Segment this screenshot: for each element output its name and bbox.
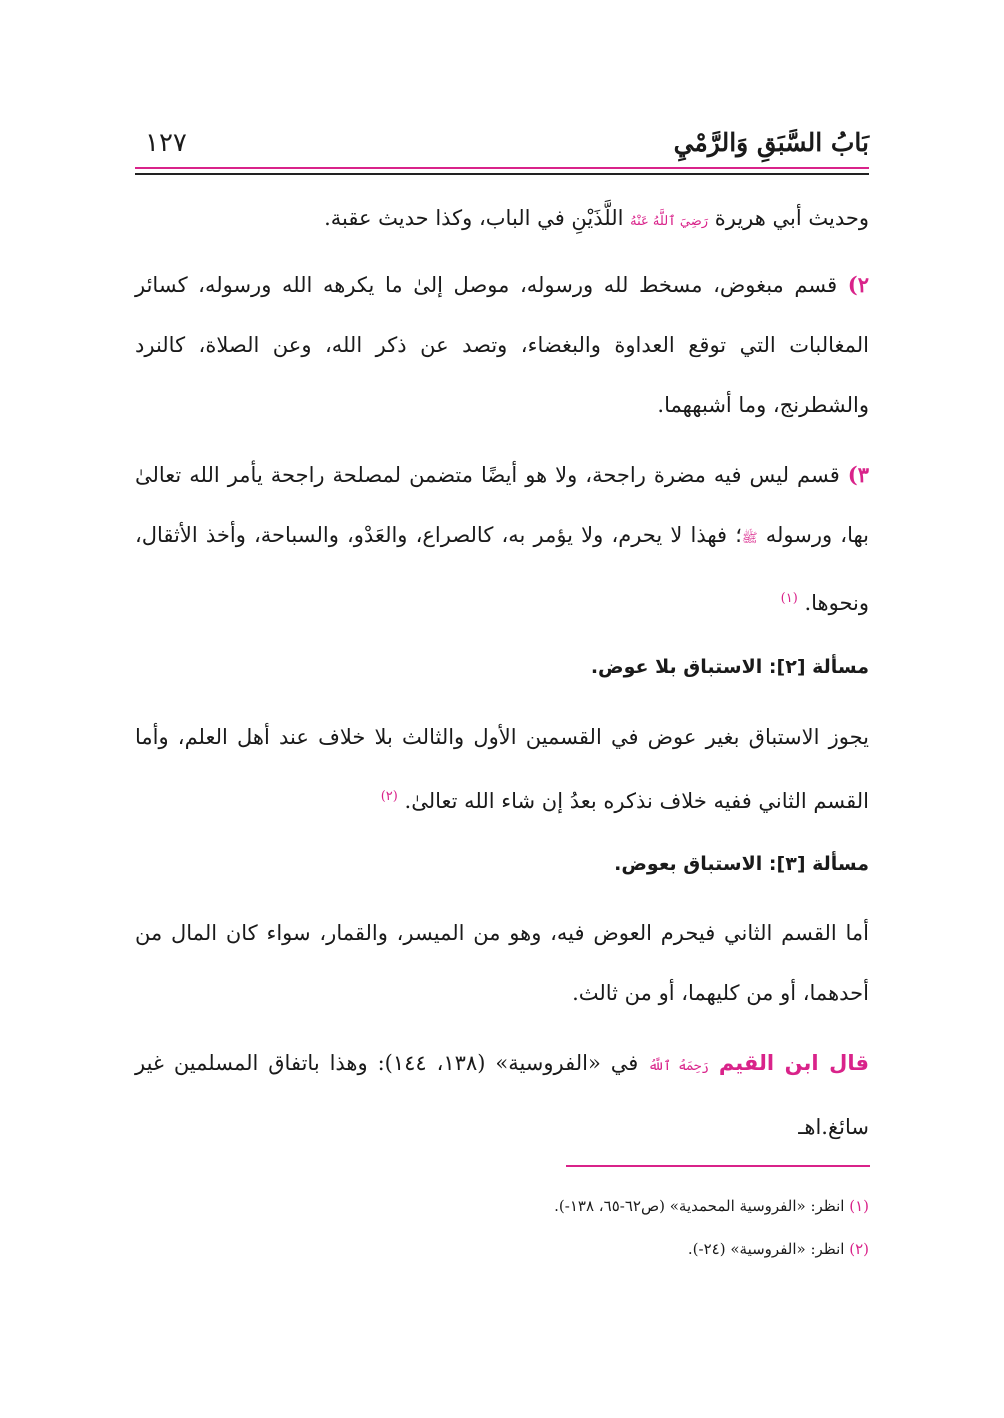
section-heading-2 xyxy=(135,656,869,678)
paragraph-2 xyxy=(135,445,869,633)
item-number: ٣) xyxy=(847,462,869,487)
paragraph-text: اللَّذَيْنِ في الباب، وكذا حديث عقبة. xyxy=(324,206,624,230)
footnote-text: انظر: «الفروسية» (٢٤-). xyxy=(687,1240,845,1258)
footnote-mark: (١) xyxy=(849,1197,869,1215)
footnote-ref[interactable]: (١) xyxy=(780,591,798,606)
section-label: مسألة [٣]: xyxy=(768,853,869,875)
paragraph-text: ؛ فهذا لا يحرم، ولا يؤمر به، كالصراع، والعَدْو، والسباحة، وأخذ الأثقال، ونحوها. xyxy=(135,523,869,615)
chapter-title: بَابُ السَّبَقِ وَالرَّمْيِ xyxy=(673,128,869,157)
paragraph-text: يجوز الاستباق بغير عوض في القسمين الأول والثالث بلا خلاف عند أهل العلم، وأما القسم الثاني ففيه خلاف نذكره بعدُ إن شاء الله تعالىٰ. xyxy=(135,725,869,813)
paragraph-4 xyxy=(135,903,869,1023)
paragraph-0 xyxy=(135,188,869,252)
page-number: ١٢٧ xyxy=(145,128,187,158)
paragraph-text: وحديث أبي هريرة xyxy=(714,206,869,230)
quoted-author: قال ابن القيم xyxy=(718,1051,870,1075)
honorific: ﷺ xyxy=(741,531,758,546)
footnote-text: انظر: «الفروسية المحمدية» (ص٦٢-٦٥، ١٣٨-). xyxy=(554,1197,845,1215)
honorific: رَحِمَهُ ٱللَّهُ xyxy=(648,1059,709,1074)
paragraph-text: قسم مبغوض، مسخط لله ورسوله، موصل إلىٰ ما يكرهه الله ورسوله، كسائر المغالبات التي توقع العداوة والبغضاء، وتصد عن ذكر الله، وعن الصلاة، كالنرد والشطرنج، وما أشبههما. xyxy=(135,273,869,417)
header-rule-pink xyxy=(135,167,869,169)
footnote-2 xyxy=(135,1240,869,1258)
paragraph-text: في «الفروسية» (١٣٨، ١٤٤): وهذا باتفاق المسلمين غير سائغ.اهـ xyxy=(135,1051,869,1139)
item-number: ٢) xyxy=(847,272,869,297)
section-title: الاستباق بلا عوض. xyxy=(590,656,763,678)
page-header xyxy=(135,128,869,164)
section-title: الاستباق بعوض. xyxy=(614,853,763,875)
footnote-separator xyxy=(566,1165,870,1167)
footnote-1 xyxy=(135,1197,869,1215)
footnote-mark: (٢) xyxy=(849,1240,869,1258)
paragraph-1 xyxy=(135,255,869,435)
paragraph-3 xyxy=(135,707,869,831)
paragraph-text: قسم ليس فيه مضرة راجحة، ولا هو أيضًا متضمن لمصلحة راجحة يأمر الله تعالىٰ بها، ورسوله xyxy=(135,463,869,547)
paragraph-5 xyxy=(135,1033,869,1157)
footnote-ref[interactable]: (٢) xyxy=(380,789,398,804)
header-rule-black xyxy=(135,173,869,175)
paragraph-text: أما القسم الثاني فيحرم العوض فيه، وهو من الميسر، والقمار، سواء كان المال من أحدهما، أو من كليهما، أو من ثالث. xyxy=(135,921,869,1005)
section-heading-3 xyxy=(135,853,869,875)
section-label: مسألة [٢]: xyxy=(768,656,869,678)
honorific: رَضِيَ ٱللَّهُ عَنْهُ xyxy=(630,214,709,229)
